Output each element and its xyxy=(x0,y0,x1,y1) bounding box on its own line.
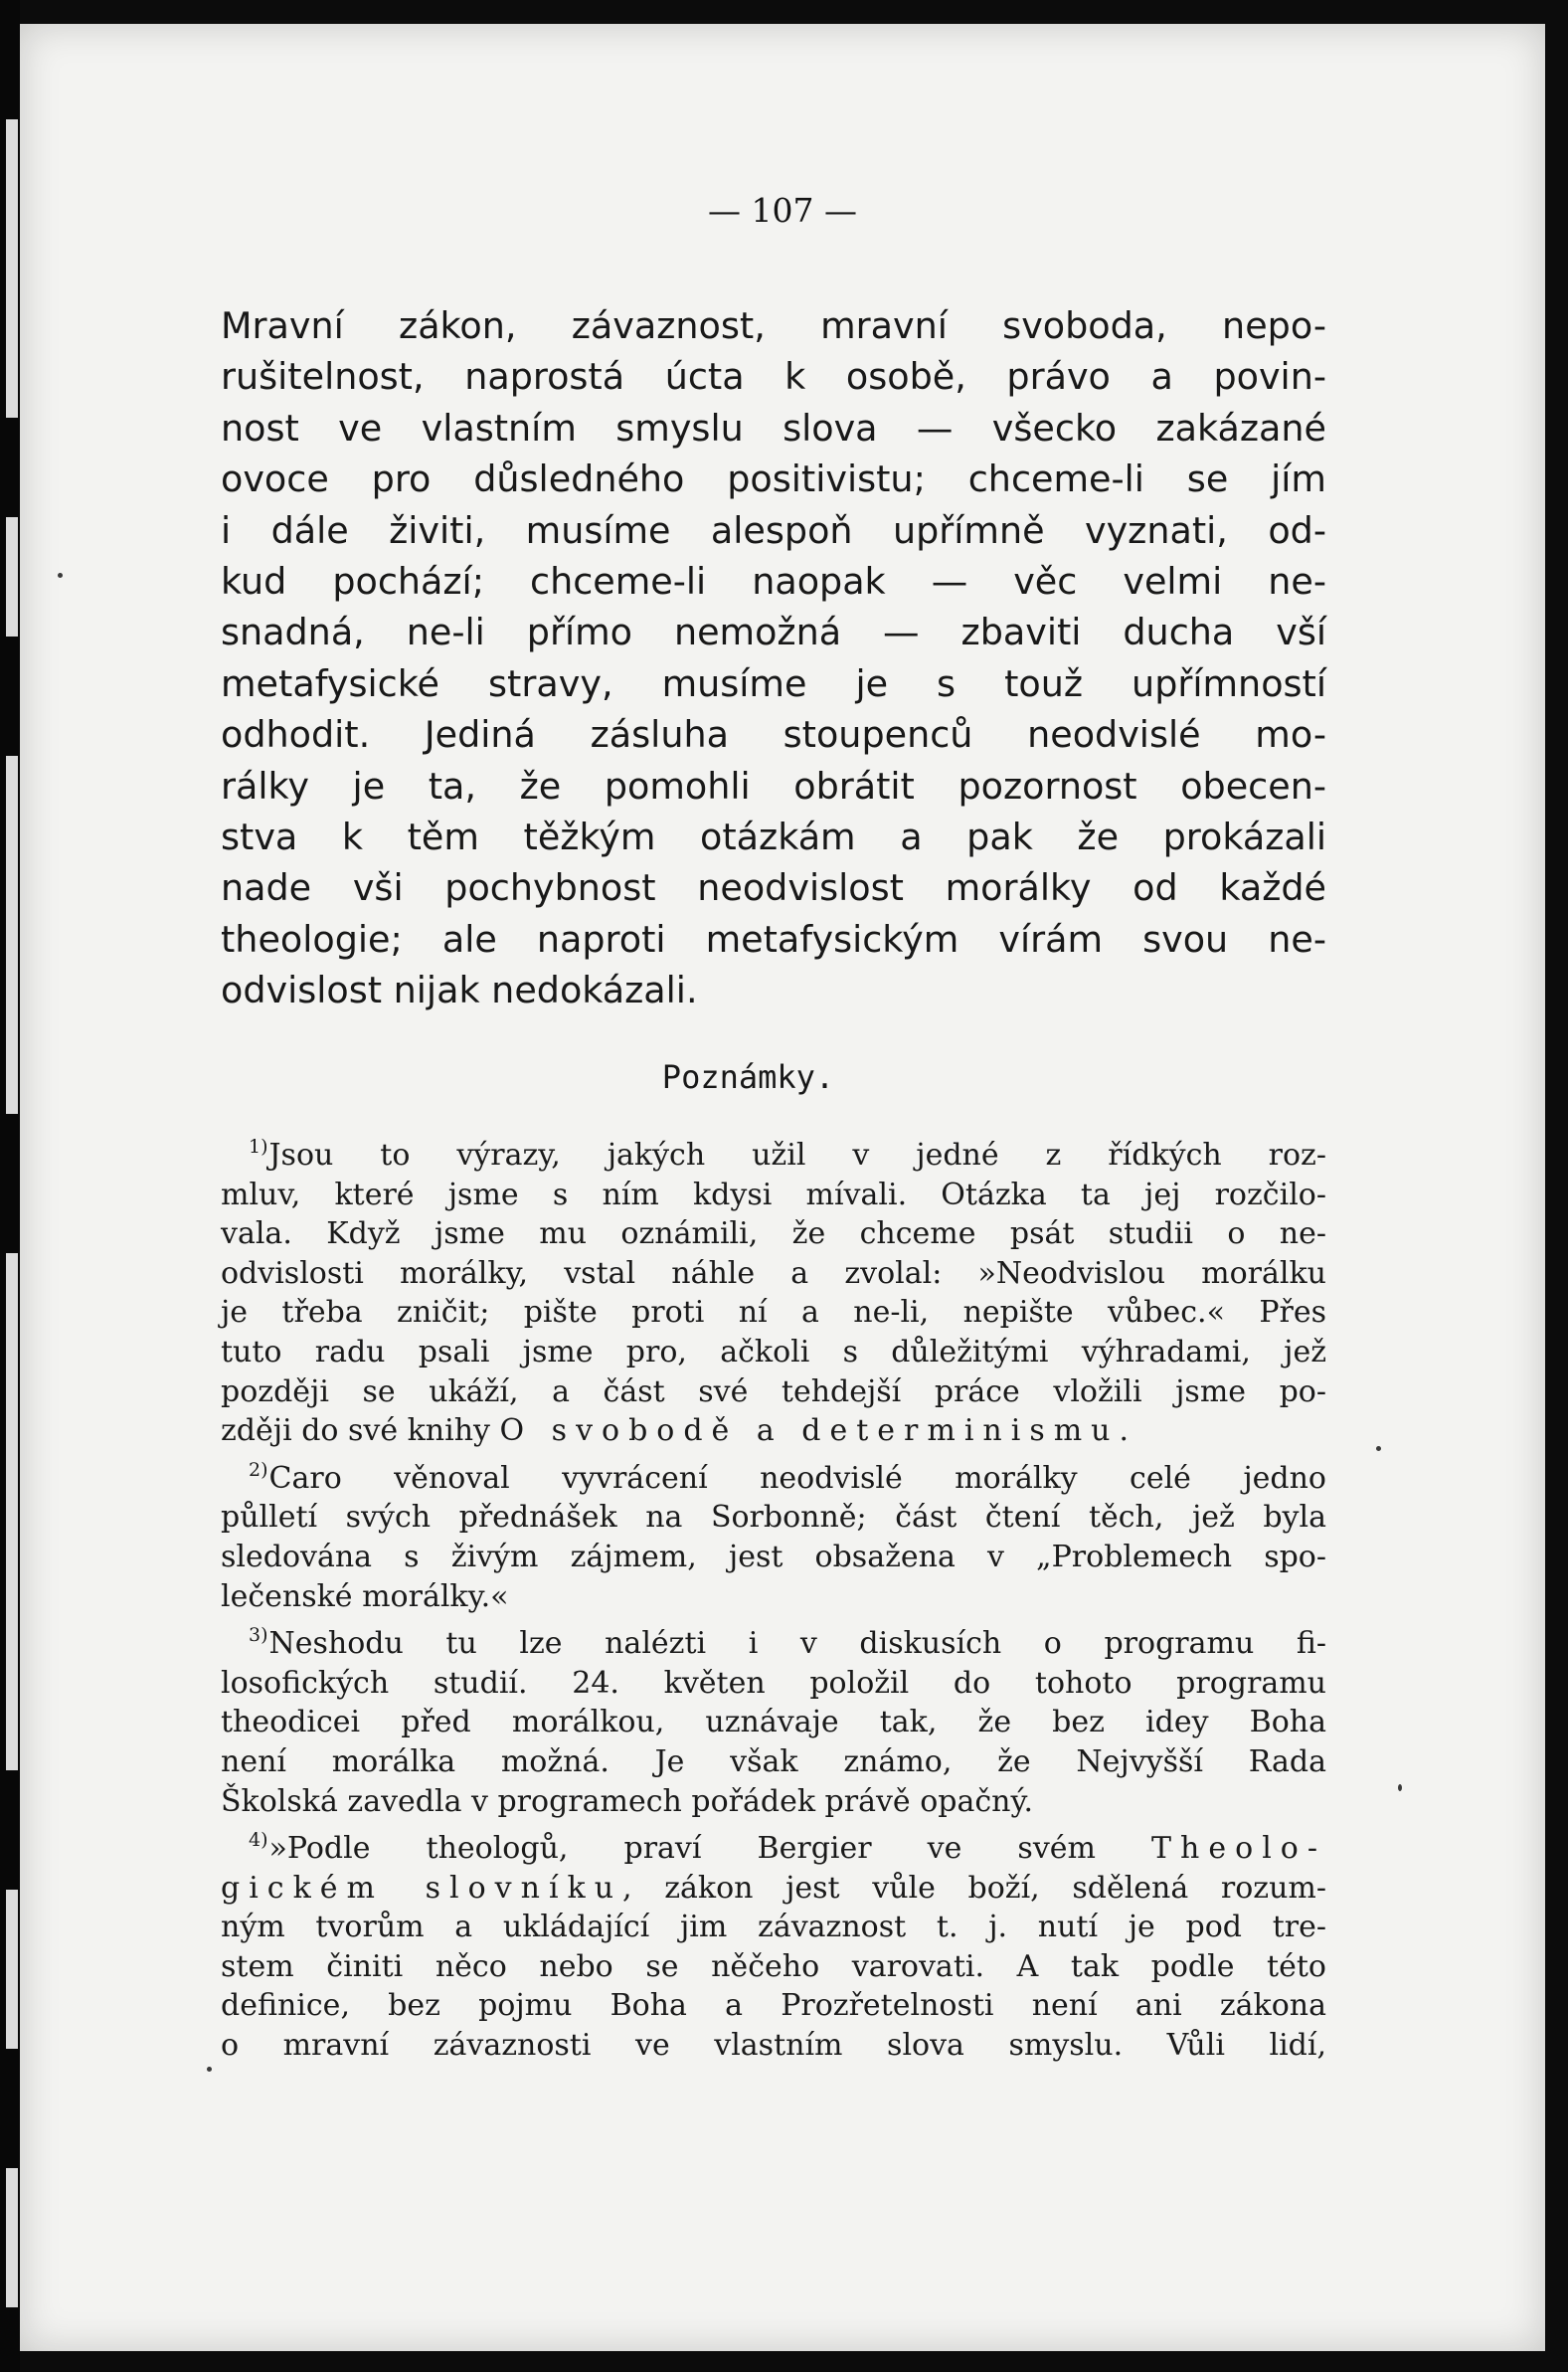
footnote-line: vala. Když jsme mu oznámili, že chceme psát studii o ne- xyxy=(221,1216,1326,1252)
footnote-marker: 4) xyxy=(249,1829,268,1852)
footnote-line: ným tvorům a ukládající jim závaznost t. j. nutí je pod tre- xyxy=(221,1910,1326,1945)
footnote-line-suffix: , zákon jest vůle boží, sdělená rozum- xyxy=(622,1870,1327,1906)
book-title: gickém slovníku xyxy=(221,1870,623,1906)
footnote-line: je třeba zničit; pište proti ní a ne-li, nepište vůbec.« Přes xyxy=(221,1295,1326,1331)
footnote-marker: 1) xyxy=(249,1136,268,1158)
paragraph-line: Mravní zákon, závaznost, mravní svoboda, nepo- xyxy=(221,304,1326,347)
footnote-line: definice, bez pojmu Boha a Prozřetelnosti není ani zákona xyxy=(221,1988,1326,2024)
footnote-line-suffix: . xyxy=(1119,1413,1130,1449)
footnote-line: odvislosti morálky, vstal náhle a zvolal: »Neodvislou morálku xyxy=(221,1255,1326,1291)
paragraph-line: odvislost nijak nedokázali. xyxy=(221,969,698,1012)
footnote-marker: 2) xyxy=(249,1458,268,1481)
scan-speck xyxy=(1376,1446,1381,1451)
paragraph-line: nade vši pochybnost neodvislost morálky od každé xyxy=(221,866,1326,910)
footnote-line: půlletí svých přednášek na Sorbonně; část čtení těch, jež byla xyxy=(221,1500,1326,1536)
scan-speck xyxy=(58,573,63,578)
footnote-line: lečenské morálky.« xyxy=(221,1578,509,1614)
footnote-line: Neshodu tu lze nalézti i v diskusích o programu fi- xyxy=(268,1626,1326,1662)
scan-left-edge xyxy=(0,0,20,2372)
footnote-line: není morálka možná. Je však známo, že Nejvyšší Rada xyxy=(221,1743,1326,1779)
footnote-line-prefix: zději do své knihy xyxy=(221,1413,500,1449)
paragraph-line: rálky je ta, že pomohli obrátit pozornost obecen- xyxy=(221,764,1326,808)
footnote-line: Jsou to výrazy, jakých užil v jedné z řídkých roz- xyxy=(268,1138,1326,1173)
footnote-line: později se ukáží, a část své tehdejší práce vložili jsme po- xyxy=(221,1373,1326,1409)
footnote-line: stem činiti něco nebo se něčeho varovati. A tak podle této xyxy=(221,1948,1326,1984)
paragraph-line: theologie; ale naproti metafysickým vírám svou ne- xyxy=(221,917,1326,961)
paragraph-line: nost ve vlastním smyslu slova — všecko zakázané xyxy=(221,406,1326,450)
footnote-line: Školská zavedla v programech pořádek právě opačný. xyxy=(221,1783,1033,1819)
paragraph-line: snadná, ne-li přímo nemožná — zbaviti ducha vší xyxy=(221,611,1326,654)
footnote-line-prefix: »Podle theologů, praví Bergier ve svém xyxy=(268,1831,1152,1867)
footnote-2 xyxy=(221,1451,1326,1616)
book-page xyxy=(20,24,1545,2351)
footnote-line: Caro věnoval vyvrácení neodvislé morálky celé jedno xyxy=(268,1460,1326,1496)
footnotes xyxy=(221,1128,1326,2066)
footnote-line: tuto radu psali jsme pro, ačkoli s důležitými výhradami, jež xyxy=(221,1334,1326,1369)
paragraph-line: i dále živiti, musíme alespoň upřímně vyznati, od- xyxy=(221,508,1326,552)
paragraph-line: ovoce pro důsledného positivistu; chceme-li se jím xyxy=(221,457,1326,501)
footnote-3 xyxy=(221,1616,1326,1821)
book-title: O svobodě a determinismu xyxy=(499,1413,1120,1449)
footnote-marker: 3) xyxy=(249,1624,268,1647)
footnote-4 xyxy=(221,1821,1326,2066)
notes-heading: Poznámky. xyxy=(661,1058,835,1096)
paragraph-line: kud pochází; chceme-li naopak — věc velmi ne- xyxy=(221,560,1326,604)
paragraph-line: rušitelnost, naprostá úcta k osobě, právo a povin- xyxy=(221,355,1326,399)
paragraph-line: odhodit. Jediná zásluha stoupenců neodvislé mo- xyxy=(221,713,1326,757)
scan-speck xyxy=(207,2067,212,2072)
paragraph-line: metafysické stravy, musíme je s touž upřímností xyxy=(221,661,1326,705)
footnote-line: o mravní závaznosti ve vlastním slova smyslu. Vůli lidí, xyxy=(221,2028,1326,2064)
paragraph-line: stva k těm těžkým otázkám a pak že prokázali xyxy=(221,816,1326,859)
book-title: Theolo- xyxy=(1151,1831,1326,1867)
page-number: — 107 — xyxy=(708,191,857,230)
footnote-line: mluv, které jsme s ním kdysi mívali. Otázka ta jej rozčilo- xyxy=(221,1177,1326,1212)
footnote-line: sledována s živým zájmem, jest obsažena v „Problemech spo- xyxy=(221,1539,1326,1574)
scan-speck xyxy=(1398,1784,1402,1791)
footnote-line: losofických studií. 24. květen položil do tohoto programu xyxy=(221,1665,1326,1701)
footnote-1 xyxy=(221,1128,1326,1451)
footnote-line: theodicei před morálkou, uznávaje tak, že bez idey Boha xyxy=(221,1705,1326,1740)
main-paragraph xyxy=(221,300,1326,1016)
